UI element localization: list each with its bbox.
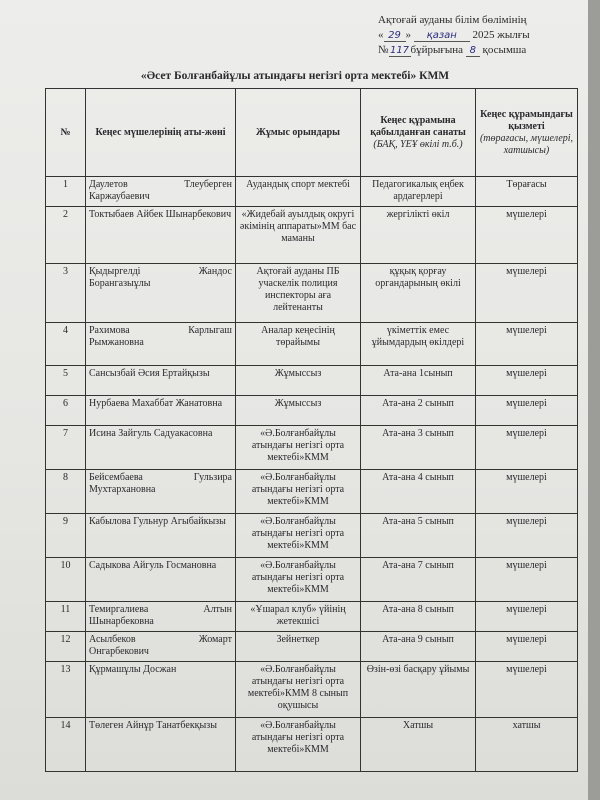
row-name: Сансызбай Әсия Ертайқызы <box>86 366 236 396</box>
row-num: 11 <box>46 602 86 632</box>
header-department-text: Ақтоғай ауданы білім бөлімінің <box>378 14 527 26</box>
row-num: 6 <box>46 396 86 426</box>
row-name: Исина Зайгуль Садуакасовна <box>86 426 236 470</box>
row-work: «Ә.Болғанбайұлы атындағы негізгі орта мектебі»КММ <box>236 718 361 772</box>
row-category: Ата-ана 2 сынып <box>361 396 476 426</box>
row-position: Төрағасы <box>476 177 578 207</box>
row-work: Зейнеткер <box>236 632 361 662</box>
row-work: «Ә.Болғанбайұлы атындағы негізгі орта мектебі»КММ <box>236 470 361 514</box>
table-row <box>46 558 578 602</box>
row-category: жергілікті өкіл <box>361 207 476 264</box>
row-num: 1 <box>46 177 86 207</box>
row-category: Ата-ана 8 сынып <box>361 602 476 632</box>
row-name: Рахимова Карлыгаш Рымжановна <box>86 323 236 366</box>
table-row <box>46 602 578 632</box>
table-row <box>46 470 578 514</box>
table-row <box>46 264 578 323</box>
header-date-month: қазан <box>414 30 470 42</box>
row-position: мүшелері <box>476 470 578 514</box>
row-category: Ата-ана 7 сынып <box>361 558 476 602</box>
table-row <box>46 177 578 207</box>
row-name: Садыкова Айгуль Госмановна <box>86 558 236 602</box>
header-date-open: « <box>378 29 384 41</box>
row-name: Төлеген Айнұр Танатбекқызы <box>86 718 236 772</box>
header-line-order <box>378 44 526 57</box>
row-name: Темиргалиева Алтын Шынарбековна <box>86 602 236 632</box>
header-position <box>476 89 578 177</box>
table-row <box>46 632 578 662</box>
header-name: Кеңес мүшелерінің аты-жөні <box>86 89 236 177</box>
row-position: мүшелері <box>476 366 578 396</box>
row-num: 14 <box>46 718 86 772</box>
row-name: Құрмашұлы Досжан <box>86 662 236 718</box>
header-date-year: 2025 жылғы <box>472 29 530 41</box>
row-name: Нурбаева Махаббат Жанатовна <box>86 396 236 426</box>
header-order-suffix: қосымша <box>482 44 527 56</box>
row-work: «Ұшарал клуб» үйінің жетекшісі <box>236 602 361 632</box>
row-position: мүшелері <box>476 396 578 426</box>
header-category <box>361 89 476 177</box>
header-order-number: 117 <box>389 45 410 56</box>
header-work: Жұмыс орындары <box>236 89 361 177</box>
row-name: Қыдыргелді Жандос Борангазыұлы <box>86 264 236 323</box>
table-row <box>46 426 578 470</box>
row-num: 2 <box>46 207 86 264</box>
row-category: Ата-ана 1сынып <box>361 366 476 396</box>
row-work: «Ә.Болғанбайұлы атындағы негізгі орта мектебі»КММ <box>236 514 361 558</box>
row-work: Аналар кеңесінің төрайымы <box>236 323 361 366</box>
row-work: «Ә.Болғанбайұлы атындағы негізгі орта мектебі»КММ 8 сынып оқушысы <box>236 662 361 718</box>
row-position: мүшелері <box>476 662 578 718</box>
row-category: Өзін-өзі басқару ұйымы <box>361 662 476 718</box>
row-position: мүшелері <box>476 632 578 662</box>
header-order-mid: бұйрығына <box>410 44 464 56</box>
council-members-table <box>45 88 578 772</box>
table-row <box>46 514 578 558</box>
row-num: 5 <box>46 366 86 396</box>
row-work: Ақтоғай ауданы ПБ учаскелік полиция инспекторы аға лейтенанты <box>236 264 361 323</box>
table-row <box>46 718 578 772</box>
row-category: Ата-ана 5 сынып <box>361 514 476 558</box>
row-category: Ата-ана 4 сынып <box>361 470 476 514</box>
row-num: 13 <box>46 662 86 718</box>
row-name: Токтыбаев Айбек Шынарбекович <box>86 207 236 264</box>
row-category: құқық қорғау органдарының өкілі <box>361 264 476 323</box>
header-annex-number: 8 <box>466 45 480 57</box>
row-num: 12 <box>46 632 86 662</box>
row-name: Даулетов Тлеуберген Каржаубаевич <box>86 177 236 207</box>
row-category: Ата-ана 9 сынып <box>361 632 476 662</box>
header-num: № <box>46 89 86 177</box>
row-position: мүшелері <box>476 558 578 602</box>
row-work: Жұмыссыз <box>236 396 361 426</box>
row-work: «Ә.Болғанбайұлы атындағы негізгі орта мектебі»КММ <box>236 558 361 602</box>
row-num: 3 <box>46 264 86 323</box>
table-row <box>46 396 578 426</box>
row-position: мүшелері <box>476 207 578 264</box>
row-name: Бейсембаева Гульзира Мухтархановна <box>86 470 236 514</box>
row-position: мүшелері <box>476 323 578 366</box>
header-category-label: Кеңес құрамына қабылданған санаты <box>370 114 466 138</box>
row-position: хатшы <box>476 718 578 772</box>
header-date-close: » <box>405 29 411 41</box>
row-position: мүшелері <box>476 514 578 558</box>
row-num: 8 <box>46 470 86 514</box>
row-work: «Жидебай ауылдық округі әкімінің аппараты»ММ бас маманы <box>236 207 361 264</box>
row-position: мүшелері <box>476 264 578 323</box>
row-work: Жұмыссыз <box>236 366 361 396</box>
table-header-row <box>46 89 578 177</box>
table-row <box>46 366 578 396</box>
header-position-label: Кеңес құрамындағы қызметі <box>480 108 573 132</box>
row-name: Асылбеков Жомарт Онгарбекович <box>86 632 236 662</box>
row-category: Педагогикалық еңбек ардагерлері <box>361 177 476 207</box>
header-line-date <box>378 29 530 42</box>
row-work: Аудандық спорт мектебі <box>236 177 361 207</box>
row-num: 10 <box>46 558 86 602</box>
row-position: мүшелері <box>476 602 578 632</box>
header-order-prefix: № <box>378 44 389 56</box>
table-row <box>46 323 578 366</box>
table-row <box>46 207 578 264</box>
header-category-hint: (БАҚ, ҮЕҰ өкілі т.б.) <box>373 138 463 150</box>
header-line-department <box>378 14 527 26</box>
header-position-hint: (төрағасы, мүшелері, хатшысы) <box>479 132 574 156</box>
header-date-day: 29 <box>384 30 406 42</box>
table-row <box>46 662 578 718</box>
row-category: Ата-ана 3 сынып <box>361 426 476 470</box>
row-num: 9 <box>46 514 86 558</box>
row-num: 7 <box>46 426 86 470</box>
document-title: «Әсет Болғанбайұлы атындағы негізгі орта мектебі» КММ <box>140 70 450 82</box>
row-category: Хатшы <box>361 718 476 772</box>
row-category: үкіметтік емес ұйымдардың өкілдері <box>361 323 476 366</box>
row-name: Кабылова Гульнур Агыбайкызы <box>86 514 236 558</box>
row-num: 4 <box>46 323 86 366</box>
row-work: «Ә.Болғанбайұлы атындағы негізгі орта мектебі»КММ <box>236 426 361 470</box>
row-position: мүшелері <box>476 426 578 470</box>
page-edge-shadow <box>588 0 600 800</box>
